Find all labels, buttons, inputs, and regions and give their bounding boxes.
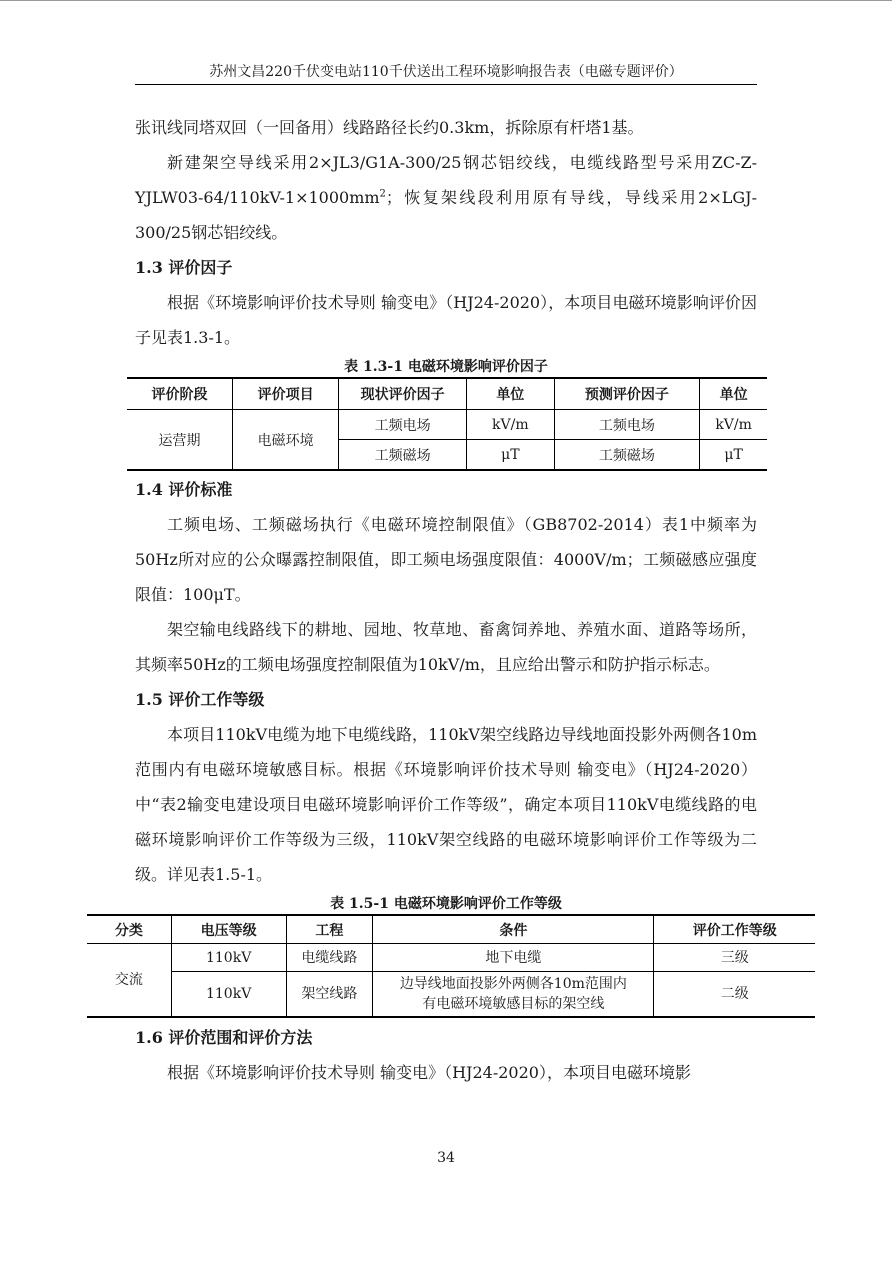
table-cell: 二级 [654, 972, 815, 1018]
table-cell: μT [700, 440, 767, 471]
table-header-cell: 单位 [700, 378, 767, 410]
paragraph-conductor-spec [135, 145, 757, 250]
table-cell: 工频电场 [554, 410, 700, 440]
table-cell: 工频磁场 [554, 440, 700, 471]
page-top-border [0, 0, 892, 1]
table-cell-item: 电磁环境 [233, 410, 339, 471]
page-number: 34 [437, 1150, 455, 1166]
table-header-cell: 预测评价因子 [554, 378, 700, 410]
table-1-3-1-caption: 表 1.3-1 电磁环境影响评价因子 [344, 359, 548, 375]
table-cell: kV/m [467, 410, 555, 440]
paragraph-work-grade: 本项目110kV电缆为地下电缆线路，110kV架空线路边导线地面投影外两侧各10m范围内有电磁环境敏感目标。根据《环境影响评价技术导则 输变电》（HJ24-2020）中“表2输变电建设项目电磁环境影响评价工作等级”，确定本项目110kV电缆线路的电磁环境影响评价工作等级为三级，110kV架空线路的电磁环境影响评价工作等级为二级。详见表1.5-1。 [135, 725, 757, 884]
conductor-spec-text-1: 新建架空导线采用2×JL3/G1A-300/25钢芯铝绞线，电缆线路型号采用ZC-Z-YJLW03-64/110kV-1×1000mm [135, 153, 757, 207]
table-row [87, 944, 815, 972]
table-cell: 110kV [171, 972, 286, 1018]
condition-line: 边导线地面投影外两侧各10m范围内 [399, 976, 627, 992]
table-header-row [127, 378, 767, 410]
paragraph-standards: 工频电场、工频磁场执行《电磁环境控制限值》（GB8702-2014）表1中频率为50Hz所对应的公众曝露控制限值，即工频电场强度限值：4000V/m；工频磁感应强度限值：100μT。 [135, 515, 757, 604]
table-cell: 架空线路 [286, 972, 373, 1018]
table-header-cell: 评价阶段 [127, 378, 233, 410]
conductor-spec-text-2: ；恢复架线段利用原有导线，导线采用2×LGJ-300/25钢芯铝绞线。 [135, 188, 757, 242]
table-header-cell: 工程 [286, 915, 373, 944]
paragraph-route-length: 张讯线同塔双回（一回备用）线路路径长约0.3km，拆除原有杆塔1基。 [135, 118, 644, 137]
table-row [127, 410, 767, 440]
table-evaluation-factors [127, 377, 767, 471]
table-cell: 电缆线路 [286, 944, 373, 972]
table-header-cell: 条件 [373, 915, 654, 944]
table-header-cell: 评价项目 [233, 378, 339, 410]
header-rule [135, 84, 757, 85]
table-header-cell: 评价工作等级 [654, 915, 815, 944]
section-heading-1-4: 1.4 评价标准 [135, 480, 233, 499]
table-cell: 工频电场 [339, 410, 467, 440]
page-content [114, 110, 777, 1090]
table-header-cell: 现状评价因子 [339, 378, 467, 410]
paragraph-overhead-line-limits: 架空输电线路线下的耕地、园地、牧草地、畜禽饲养地、养殖水面、道路等场所，其频率50Hz的工频电场强度控制限值为10kV/m，且应给出警示和防护指示标志。 [135, 620, 757, 674]
superscript-squared: 2 [379, 188, 386, 200]
condition-line: 有电磁环境敏感目标的架空线 [422, 996, 605, 1012]
table-header-row [87, 915, 815, 944]
table-cell: kV/m [700, 410, 767, 440]
section-heading-1-5: 1.5 评价工作等级 [135, 690, 265, 709]
table-cell: 110kV [171, 944, 286, 972]
table-cell: 工频磁场 [339, 440, 467, 471]
table-cell-category: 交流 [87, 944, 171, 1018]
table-header-cell: 电压等级 [171, 915, 286, 944]
table-1-5-1-caption: 表 1.5-1 电磁环境影响评价工作等级 [330, 896, 562, 912]
table-cell: μT [467, 440, 555, 471]
running-header: 苏州文昌220千伏变电站110千伏送出工程环境影响报告表（电磁专题评价） [209, 64, 683, 80]
section-heading-1-6: 1.6 评价范围和评价方法 [135, 1028, 313, 1047]
table-header-cell: 分类 [87, 915, 171, 944]
section-heading-1-3: 1.3 评价因子 [135, 258, 233, 277]
table-cell-stage: 运营期 [127, 410, 233, 471]
table-cell-condition [373, 972, 654, 1018]
table-header-cell: 单位 [467, 378, 555, 410]
table-row [87, 972, 815, 1018]
paragraph-evaluation-factors: 根据《环境影响评价技术导则 输变电》（HJ24-2020），本项目电磁环境影响评价因子见表1.3-1。 [135, 293, 757, 347]
table-cell: 三级 [654, 944, 815, 972]
table-work-grade [87, 914, 815, 1018]
paragraph-scope-method: 根据《环境影响评价技术导则 输变电》（HJ24-2020），本项目电磁环境影 [167, 1063, 691, 1082]
table-cell: 地下电缆 [373, 944, 654, 972]
